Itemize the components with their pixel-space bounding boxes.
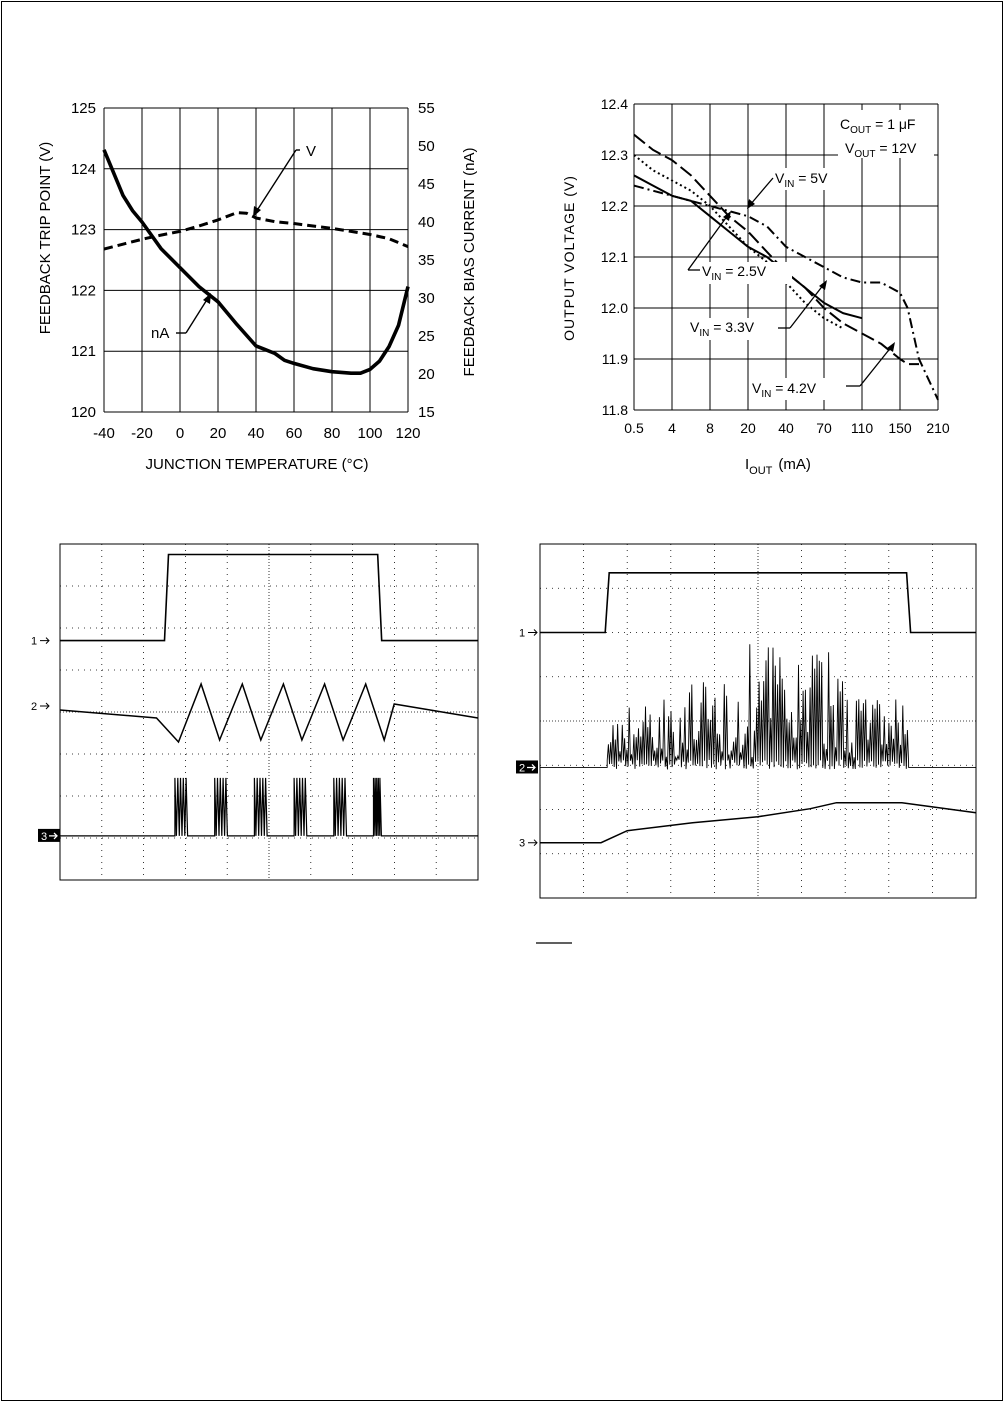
svg-text:VIN = 4.2V: $V_{IN} = 4.2V$ (752, 380, 817, 400)
svg-text:VIN = 3.3V: $V_{IN} = 3.3V$ (690, 319, 755, 339)
chart1-y2-tick-label: 35 (418, 252, 435, 269)
scope-left-ch3-marker-3: 3 (40, 830, 48, 843)
chart1-y2-tick-label: 15 (418, 404, 435, 421)
chart1-x-tick-label: 80 (323, 425, 341, 442)
chart1-annotation-v: V (306, 143, 317, 160)
chart1-y-tick-label: 120 (70, 404, 96, 421)
chart1-y-tick-label: 124 (70, 160, 96, 178)
chart1-x-tick-label: 40 (247, 425, 265, 442)
scope-left-ch2-marker-2: 2 (30, 701, 38, 713)
chart1-x-tick-label: -20 (131, 425, 153, 442)
chart2-x-tick-label: 210 (926, 420, 950, 436)
chart2-y-tick-label: 12.4 (600, 96, 628, 112)
chart1-y2-tick-label: 25 (418, 328, 435, 345)
chart1-y2-tick-label: 40 (418, 214, 435, 231)
chart2-x-tick-label: 150 (888, 420, 912, 436)
chart2-x-tick-label: 40 (778, 420, 794, 436)
chart2-y-tick-label: 12.2 (600, 198, 628, 214)
scope-right-ch3-marker-3: 3 (518, 837, 526, 850)
scope-right-channel-1-trace (540, 573, 976, 633)
chart1-y2-axis-label: FEEDBACK BIAS CURRENT (nA) (461, 147, 478, 377)
chart1-x-axis-label: JUNCTION TEMPERATURE (°C) (145, 456, 369, 473)
scope-right-ch2-marker-2: 2 (518, 762, 526, 775)
chart1-y2-tick-label: 30 (418, 290, 435, 307)
chart1-y-tick-label: 121 (70, 343, 96, 361)
chart2-y-tick-label: 11.9 (601, 351, 628, 367)
chart1-x-tick-label: -40 (93, 425, 115, 442)
chart2-condition-vout: $V_{OUT} = 12V$ (845, 140, 917, 160)
chart2-y-tick-label: 12.0 (600, 300, 628, 316)
chart1-y-axis-label: FEEDBACK TRIP POINT (V) (37, 141, 54, 335)
chart1-x-tick-label: 0 (175, 425, 185, 442)
scope-right-grid (540, 544, 976, 898)
chart2-x-tick-label: 4 (668, 420, 676, 436)
chart2-x-tick-label: 20 (740, 420, 756, 436)
chart1-x-tick-label: 60 (285, 425, 303, 442)
chart1-y2-tick-label: 55 (418, 100, 435, 117)
chart2-x-axis-label: $I_{OUT}$ (mA) (745, 456, 811, 477)
scope-right-ch1-marker-1: 1 (518, 627, 526, 640)
chart1-y2-tick-label: 45 (418, 176, 435, 193)
chart1-x-tick-label: 20 (209, 425, 227, 442)
chart2-condition-cout: $C_{OUT} = 1$ μF (840, 116, 916, 136)
scope-right-channel-markers (516, 628, 538, 850)
chart2-x-tick-label: 8 (706, 420, 714, 436)
chart1-x-tick-label: 100 (357, 425, 383, 442)
chart1-y2-tick-label: 50 (418, 138, 435, 155)
chart1-y2-tick-label: 20 (418, 366, 435, 383)
chart2-y-tick-label: 12.3 (600, 147, 628, 163)
scope-right-ch1-marker-arrow (528, 630, 537, 636)
chart2-y-tick-label: 12.1 (600, 249, 628, 265)
chart1-y-tick-label: 123 (70, 221, 96, 239)
chart2-x-tick-label: 0.5 (624, 420, 644, 436)
chart2-x-tick-label: 70 (816, 420, 832, 436)
chart1-y-tick-label: 125 (70, 100, 96, 117)
scope-right-ch3-marker-arrow (528, 840, 537, 846)
scope-left-ch1-marker-1: 1 (30, 635, 38, 648)
chart2-x-tick-label: 110 (850, 420, 874, 436)
svg-text:VIN = 5V: $V_{IN} = 5V$ (775, 170, 828, 190)
chart1-x-tick-label: 120 (395, 425, 421, 442)
chart2-y-axis-label: OUTPUT VOLTAGE (V) (561, 175, 577, 341)
chart1-y-tick-label: 122 (70, 282, 96, 300)
chart1-annotation-na: nA (151, 325, 170, 342)
svg-text:VIN = 2.5V: $V_{IN} = 2.5V$ (702, 263, 767, 283)
chart2-y-tick-label: 11.8 (601, 402, 628, 418)
